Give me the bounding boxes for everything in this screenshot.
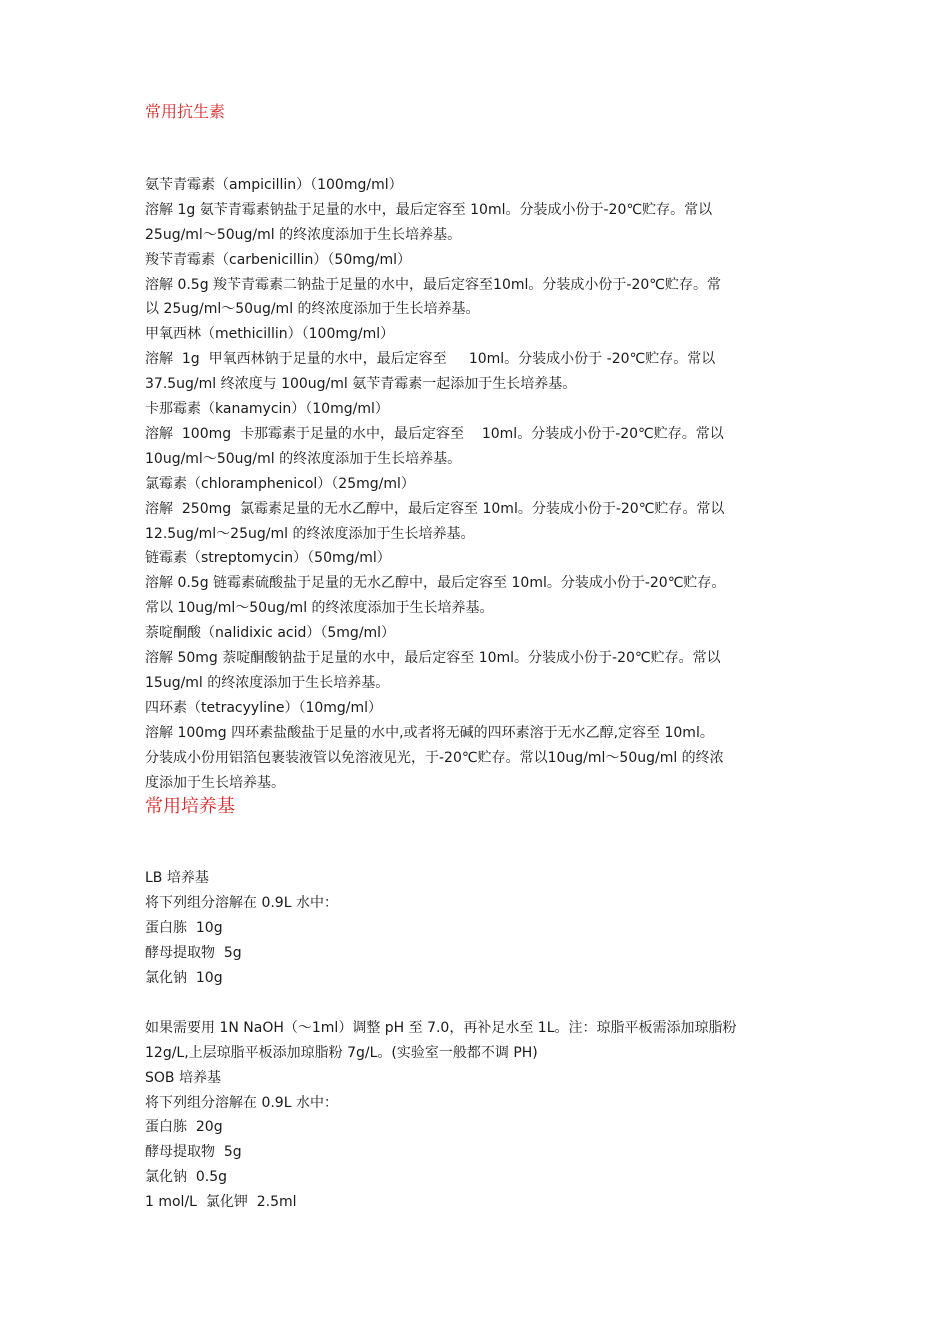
antibiotic-desc-line: 分装成小份用铝箔包裹装液管以免溶液见光，于-20℃贮存。常以10ug/ml～50ug/ml 的终浓 — [145, 749, 724, 766]
antibiotic-desc-line: 溶解 250mg 氯霉素足量的无水乙醇中，最后定容至 10ml。分装成小份于-20℃贮存。常以 — [145, 500, 725, 517]
media-heading: 常用培养基 — [145, 795, 235, 817]
antibiotic-desc-line: 以 25ug/ml～50ug/ml 的终浓度添加于生长培养基。 — [145, 301, 480, 318]
antibiotic-name: 氨苄青霉素（ampicillin）（100mg/ml） — [145, 176, 403, 193]
antibiotic-desc-line: 37.5ug/ml 终浓度与 100ug/ml 氨苄青霉素一起添加于生长培养基。 — [145, 376, 577, 393]
medium-intro: 将下列组分溶解在 0.9L 水中： — [145, 895, 338, 912]
antibiotic-desc-line: 溶解 0.5g 链霉素硫酸盐于足量的无水乙醇中，最后定容至 10ml。分装成小份于-20℃贮存。 — [145, 575, 726, 592]
medium-component: 氯化钠 10g — [145, 970, 223, 987]
antibiotic-desc-line: 溶解 100mg 四环素盐酸盐于足量的水中,或者将无碱的四环素溶于无水乙醇,定容至 10ml。 — [145, 724, 714, 741]
antibiotic-desc-line: 15ug/ml 的终浓度添加于生长培养基。 — [145, 675, 390, 692]
antibiotic-desc-line: 溶解 1g 氨苄青霉素钠盐于足量的水中，最后定容至 10ml。分装成小份于-20℃贮存。常以 — [145, 201, 713, 218]
antibiotic-desc-line: 溶解 50mg 萘啶酮酸钠盐于足量的水中，最后定容至 10ml。分装成小份于-20℃贮存。常以 — [145, 650, 721, 667]
document-body — [145, 100, 815, 1215]
antibiotic-desc-line: 溶解 1g 甲氧西林钠于足量的水中，最后定容至 10ml。分装成小份于 -20℃贮存。常以 — [145, 351, 716, 368]
antibiotics-heading: 常用抗生素 — [145, 102, 226, 121]
medium-component: 蛋白胨 10g — [145, 920, 223, 937]
medium-component: 蛋白胨 20g — [145, 1119, 223, 1136]
antibiotic-name: 羧苄青霉素（carbenicillin）（50mg/ml） — [145, 251, 412, 268]
antibiotic-name: 卡那霉素（kanamycin）（10mg/ml） — [145, 401, 389, 418]
antibiotic-name: 萘啶酮酸（nalidixic acid）（5mg/ml） — [145, 625, 396, 642]
antibiotic-desc-line: 12.5ug/ml～25ug/ml 的终浓度添加于生长培养基。 — [145, 525, 475, 542]
medium-note-line: 如果需要用 1N NaOH（～1ml）调整 pH 至 7.0，再补足水至 1L。注：琼脂平板需添加琼脂粉 — [145, 1019, 737, 1036]
medium-component: 酵母提取物 5g — [145, 1144, 242, 1161]
medium-note-line: 12g/L,上层琼脂平板添加琼脂粉 7g/L。(实验室一般都不调 PH) — [145, 1044, 538, 1061]
antibiotic-name: 氯霉素（chloramphenicol）（25mg/ml） — [145, 475, 415, 492]
medium-component: 1 mol/L 氯化钾 2.5ml — [145, 1194, 297, 1211]
medium-intro: 将下列组分溶解在 0.9L 水中： — [145, 1094, 338, 1111]
medium-title: LB 培养基 — [145, 870, 209, 887]
medium-title: SOB 培养基 — [145, 1069, 221, 1086]
antibiotic-name: 甲氧西林（methicillin）（100mg/ml） — [145, 326, 395, 343]
antibiotic-desc-line: 度添加于生长培养基。 — [145, 774, 285, 791]
antibiotic-desc-line: 溶解 0.5g 羧苄青霉素二钠盐于足量的水中，最后定容至10ml。分装成小份于-20℃贮存。常 — [145, 276, 721, 293]
medium-component: 氯化钠 0.5g — [145, 1169, 228, 1186]
antibiotic-desc-line: 10ug/ml～50ug/ml 的终浓度添加于生长培养基。 — [145, 450, 462, 467]
antibiotic-desc-line: 溶解 100mg 卡那霉素于足量的水中，最后定容至 10ml。分装成小份于-20℃贮存。常以 — [145, 425, 724, 442]
antibiotic-name: 链霉素（streptomycin）（50mg/ml） — [145, 550, 391, 567]
antibiotic-desc-line: 25ug/ml～50ug/ml 的终浓度添加于生长培养基。 — [145, 226, 462, 243]
medium-component: 酵母提取物 5g — [145, 945, 242, 962]
antibiotic-desc-line: 常以 10ug/ml～50ug/ml 的终浓度添加于生长培养基。 — [145, 600, 494, 617]
antibiotic-name: 四环素（tetracyyline）（10mg/ml） — [145, 699, 383, 716]
